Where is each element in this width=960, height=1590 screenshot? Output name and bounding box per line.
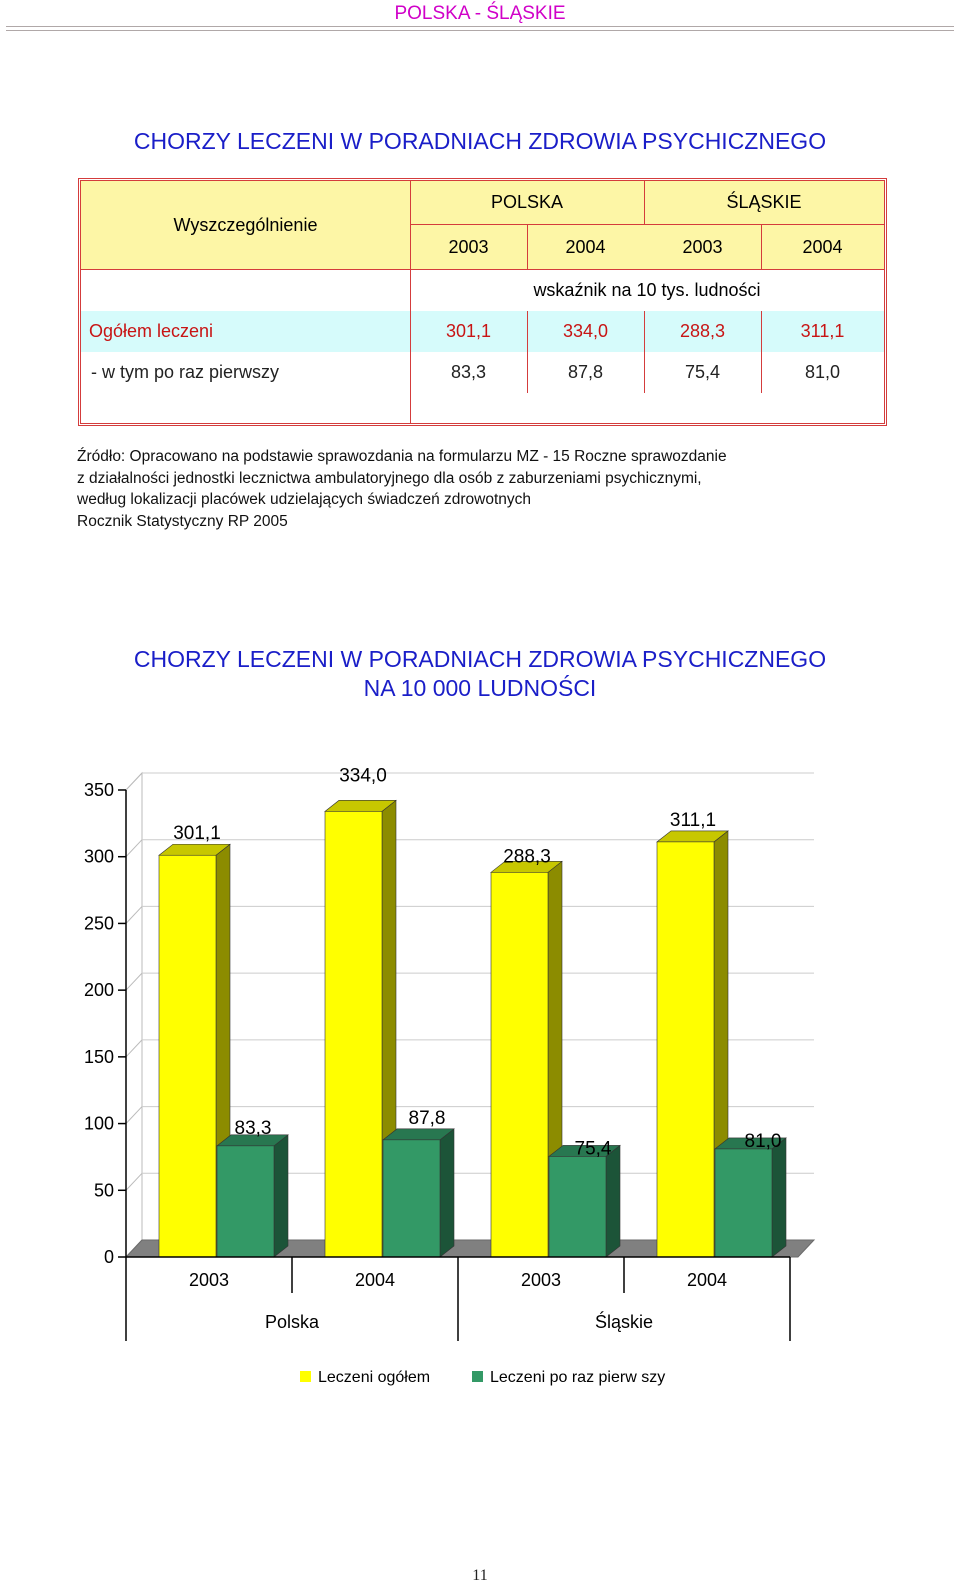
legend-swatch [472, 1371, 483, 1382]
year-header: 2004 [565, 236, 606, 257]
y-tick-label: 100 [83, 1113, 114, 1134]
bar-side [772, 1138, 786, 1257]
bar-side [274, 1135, 288, 1257]
bar [217, 1146, 274, 1257]
data-label: 311,1 [669, 809, 717, 831]
data-label: 334,0 [339, 765, 387, 787]
y-tick-label: 0 [103, 1247, 114, 1267]
y-tick-label: 50 [93, 1180, 114, 1201]
year-header: 2003 [448, 236, 489, 257]
row-header-label: Wyszczególnienie [173, 214, 318, 235]
bar [325, 811, 382, 1257]
bar [383, 1140, 440, 1257]
header-rule-bottom [6, 30, 954, 31]
table-cell: 83,3 [450, 362, 487, 382]
x-tick-label: 2004 [354, 1270, 396, 1290]
bar [549, 1156, 606, 1257]
data-label: 87,8 [408, 1107, 446, 1129]
table-rule [527, 225, 528, 269]
y-tick-label: 350 [83, 779, 114, 800]
table-rule [527, 311, 528, 393]
table-cell: 301,1 [445, 321, 492, 341]
table-rule [644, 181, 645, 224]
table-rule [761, 311, 762, 393]
chart-side-wall [126, 773, 142, 1257]
header-rule-top [6, 26, 954, 27]
chart-title-line1: CHORZY LECZENI W PORADNIACH ZDROWIA PSYCHICZNEGO [133, 646, 827, 672]
table-cell: 288,3 [679, 321, 726, 341]
y-tick-label: 150 [83, 1046, 114, 1067]
data-label: 75,4 [574, 1138, 612, 1160]
unit-row: wskaźnik na 10 tys. ludności [533, 280, 761, 300]
bar [657, 842, 714, 1257]
x-group-label: Śląskie [594, 1312, 654, 1332]
source-line: z działalności jednostki lecznictwa ambulatoryjnego dla osób z zaburzeniami psychicznymi, [77, 469, 702, 487]
bar [715, 1149, 772, 1257]
table-cell: 334,0 [562, 321, 609, 341]
chart-title [0, 645, 960, 703]
table-rule [644, 311, 645, 393]
x-tick-label: 2003 [520, 1270, 562, 1290]
y-tick-label: 250 [83, 913, 114, 934]
table-rule [761, 225, 762, 269]
group-header-polska: POLSKA [490, 192, 564, 212]
source-note [77, 446, 897, 532]
year-header: 2004 [802, 236, 843, 257]
table-cell: 87,8 [567, 362, 604, 382]
table-cell: 311,1 [800, 321, 845, 341]
table-cell: 75,4 [684, 362, 721, 382]
x-group-label: Polska [264, 1312, 320, 1332]
table-rule [81, 269, 884, 270]
group-header-slaskie: ŚLĄSKIE [726, 192, 802, 212]
table-cell: 81,0 [804, 362, 841, 382]
bar [159, 855, 216, 1257]
year-header: 2003 [682, 236, 723, 257]
table-rule [410, 224, 884, 225]
data-label: 81,0 [744, 1130, 782, 1152]
y-tick-label: 300 [83, 846, 114, 867]
page-header-title: POLSKA - ŚLĄSKIE [394, 3, 566, 24]
bar-chart [0, 740, 960, 1420]
data-label: 83,3 [234, 1117, 272, 1139]
page-number: 11 [472, 1567, 488, 1584]
bar-side [606, 1145, 620, 1257]
source-line: Rocznik Statystyczny RP 2005 [77, 512, 288, 530]
legend-swatch [300, 1371, 311, 1382]
bar [491, 872, 548, 1257]
source-line: Źródło: Opracowano na podstawie sprawozdania na formularzu MZ - 15 Roczne sprawozdanie [77, 448, 727, 465]
x-tick-label: 2004 [686, 1270, 728, 1290]
table-section-title: CHORZY LECZENI W PORADNIACH ZDROWIA PSYCHICZNEGO [133, 128, 827, 154]
x-tick-label: 2003 [188, 1270, 230, 1290]
data-label: 301,1 [173, 823, 221, 845]
row-label-total: Ogółem leczeni [89, 321, 214, 341]
data-label: 288,3 [503, 846, 551, 868]
legend-label: Leczeni ogółem [318, 1369, 431, 1386]
chart-title-line2: NA 10 000 LUDNOŚCI [363, 675, 597, 701]
bar-side [440, 1129, 454, 1257]
statistics-table [78, 178, 887, 426]
source-line: według lokalizacji placówek udzielających świadczeń zdrowotnych [77, 491, 532, 508]
legend-label: Leczeni po raz pierw szy [490, 1369, 666, 1386]
table-rule [410, 181, 411, 423]
y-tick-label: 200 [83, 980, 114, 1001]
row-label-first-time: - w tym po raz pierwszy [91, 362, 280, 382]
